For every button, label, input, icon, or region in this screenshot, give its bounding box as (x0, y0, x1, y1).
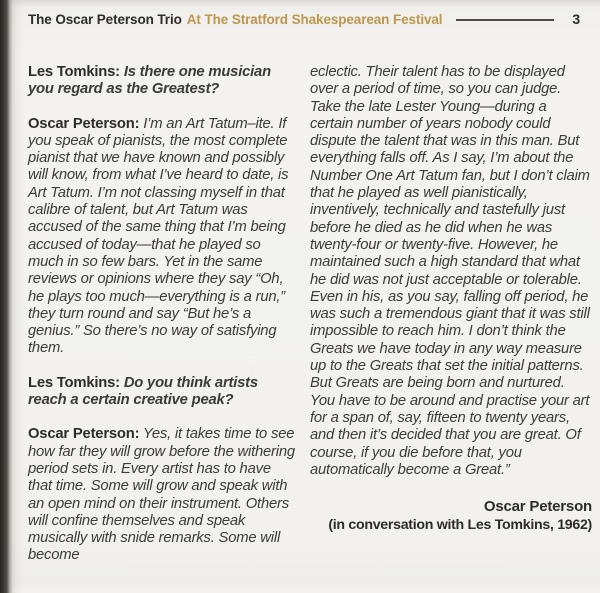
question-2 (28, 375, 296, 410)
answer-2-continuation (310, 64, 592, 479)
interviewer-name: Les Tomkins: (28, 374, 120, 391)
question-1 (28, 64, 296, 99)
interviewee-name: Oscar Peterson: (28, 115, 140, 132)
attribution-name: Oscar Peterson (483, 498, 592, 516)
question-2-text: Do you think artists reach a certain creative peak? (28, 374, 258, 409)
album-title: The Oscar Peterson Trio (28, 11, 182, 27)
answer-2 (28, 426, 296, 564)
attribution (310, 498, 592, 534)
article-body (28, 64, 594, 565)
answer-1-text: I’m an Art Tatum–ite. If you speak of pianists, the most complete pianist that we have known and possibly will know, from what I’ve heard to date, is Art Tatum. I’m not classing myself in that calibre of talent, but Art Tatum was accused of the same thing that I’m being accused of today—that he played so much in so few bars. Yet in the same reviews or opinions where they say “Oh, he plays too much—everything is a run,” they turn round and say “But he’s a genius.” So there’s no way of satisfying them. (28, 115, 289, 357)
header-rule (456, 19, 554, 21)
answer-2-continuation-text: eclectic. Their talent has to be displayed over a period of time, so you can judge. Take the late Lester Young—during a certain number of years nobody could dispute the talent that was in this man. But everything falls off. As I say, I’m about the Number One Art Tatum fan, but I don’t claim that he played as well pianistically, inventively, technically and tastefully just before he died as he did when he was twenty-four or twenty-five. However, he maintained such a high standard that what he did was not just acceptable or tolerable. Even in his, as you say, falling off period, he was such a tremendous giant that it was still impossible to reach him. I don’t think the Greats we have today in any way measure up to the Greats that set the initial patterns. But Greats are being born and nurtured. You have to be around and practise your art for a span of, say, fifteen to twenty years, and then it’s decided that you are great. Of course, if you die before that, you automatically become a Great.” (310, 64, 590, 478)
interviewee-name: Oscar Peterson: (28, 426, 140, 443)
right-column (310, 64, 592, 565)
attribution-credit: (in conversation with Les Tomkins, 1962) (328, 517, 592, 534)
interviewer-name: Les Tomkins: (28, 64, 120, 80)
answer-1 (28, 116, 296, 358)
album-subtitle: At The Stratford Shakespearean Festival (186, 11, 443, 27)
page-header (28, 11, 580, 27)
binding-shadow (0, 0, 24, 593)
page-number: 3 (572, 11, 580, 27)
left-column (28, 64, 296, 565)
answer-2-text: Yes, it takes time to see how far they will grow before the withering period sets in. Every artist has to have that time. Some will grow and speak with an open mind on their instrument. Others will confine themselves and speak musically with snide remarks. Some will become (28, 426, 295, 564)
question-1-text: Is there one musician you regard as the Greatest? (28, 64, 271, 98)
